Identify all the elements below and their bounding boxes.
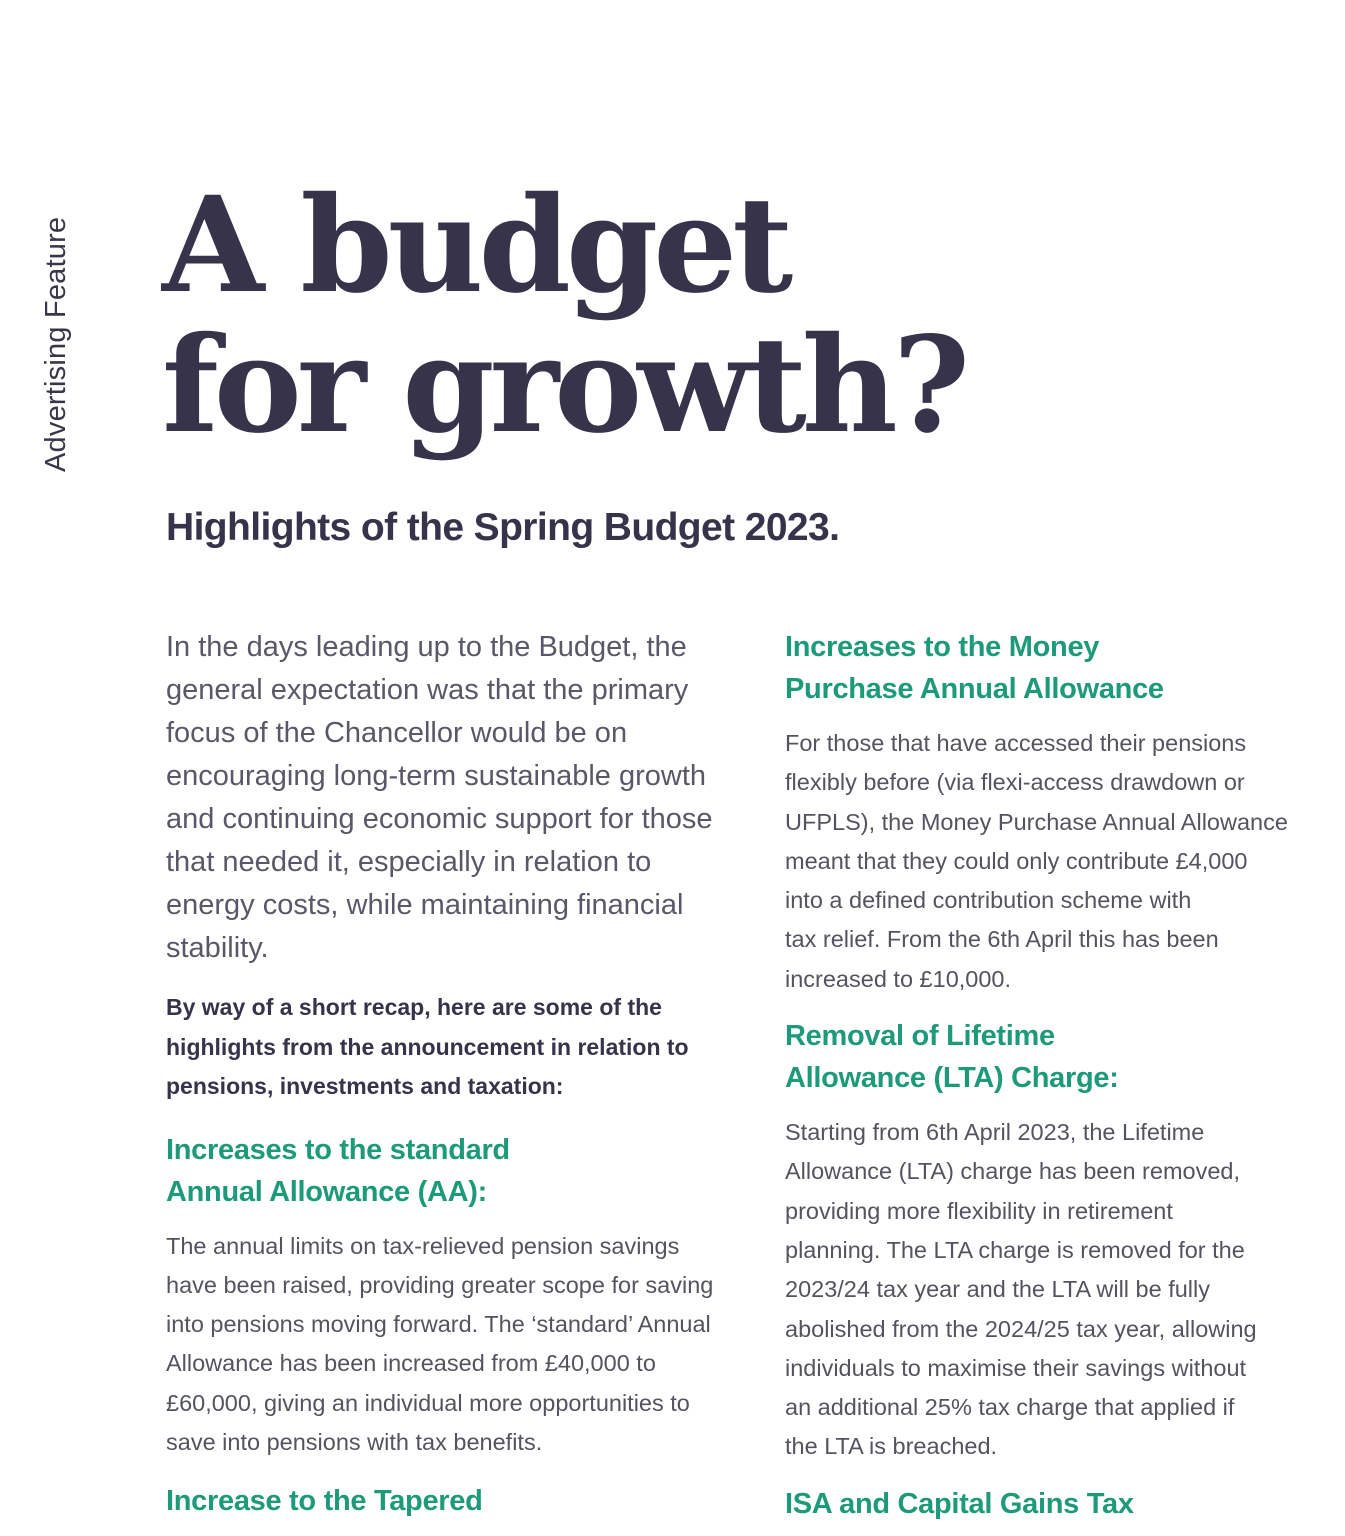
- body-line: tax relief. From the 6th April this has been: [785, 926, 1219, 953]
- lta-body: [785, 1113, 1345, 1467]
- tapered-heading: Increase to the Tapered: [166, 1485, 483, 1518]
- annual-allowance-body: The annual limits on tax-relieved pension savings have been raised, providing greater scope for saving into pensions moving forward. The ‘standard’ Annual Allowance has been increased from £40,000 to £60,000, giving an individual more opportunities to save into pensions with tax benefits.: [166, 1232, 714, 1455]
- page-title: [162, 168, 966, 463]
- heading-line: Purchase Annual Allowance: [785, 673, 1164, 705]
- advertising-feature-label: Advertising Feature: [40, 216, 72, 472]
- body-line: abolished from the 2024/25 tax year, allowing: [785, 1315, 1257, 1342]
- lta-heading: [785, 1015, 1345, 1099]
- annual-allowance-heading: [166, 1129, 732, 1213]
- body-line: planning. The LTA charge is removed for the: [785, 1236, 1245, 1263]
- mpaa-heading: [785, 626, 1345, 710]
- body-line: individuals to maximise their savings without: [785, 1354, 1247, 1381]
- subtitle: Highlights of the Spring Budget 2023.: [166, 506, 840, 549]
- heading-line: Removal of Lifetime: [785, 1020, 1055, 1053]
- title-line-2: for growth?: [162, 308, 966, 463]
- title-line-1: A budget: [162, 168, 789, 323]
- body-line: 2023/24 tax year and the LTA will be fully: [785, 1276, 1210, 1303]
- heading-line: Increases to the standard: [166, 1133, 510, 1166]
- body-line: increased to £10,000.: [785, 965, 1012, 992]
- body-line: into a defined contribution scheme with: [785, 887, 1192, 914]
- body-line: meant that they could only contribute £4,000: [785, 847, 1248, 874]
- body-line: Allowance (LTA) charge has been removed,: [785, 1158, 1241, 1185]
- isa-cgt-heading: ISA and Capital Gains Tax: [785, 1487, 1134, 1520]
- body-line: UFPLS), the Money Purchase Annual Allowance: [785, 808, 1288, 835]
- body-line: an additional 25% tax charge that applied if: [785, 1394, 1235, 1421]
- heading-line: Increases to the Money: [785, 631, 1100, 663]
- body-line: providing more flexibility in retirement: [785, 1197, 1173, 1224]
- recap-paragraph: By way of a short recap, here are some of the highlights from the announcement in relation to pensions, investments and taxation:: [166, 994, 689, 1099]
- body-line: Starting from 6th April 2023, the Lifetime: [785, 1119, 1205, 1146]
- body-line: the LTA is breached.: [785, 1433, 998, 1460]
- body-line: flexibly before (via flexi-access drawdown or: [785, 769, 1245, 796]
- heading-line: Annual Allowance (AA):: [166, 1175, 487, 1208]
- heading-line: Allowance (LTA) Charge:: [785, 1062, 1119, 1095]
- body-line: For those that have accessed their pensions: [785, 730, 1247, 756]
- left-column: [166, 626, 732, 1522]
- mpaa-body: [785, 724, 1345, 999]
- lead-paragraph: In the days leading up to the Budget, the general expectation was that the primary focus of the Chancellor would be on encouraging long-term sustainable growth and continuing economic support for those that needed it, especially in relation to energy costs, while maintaining financial stability.: [166, 631, 713, 964]
- right-column: [785, 626, 1345, 1525]
